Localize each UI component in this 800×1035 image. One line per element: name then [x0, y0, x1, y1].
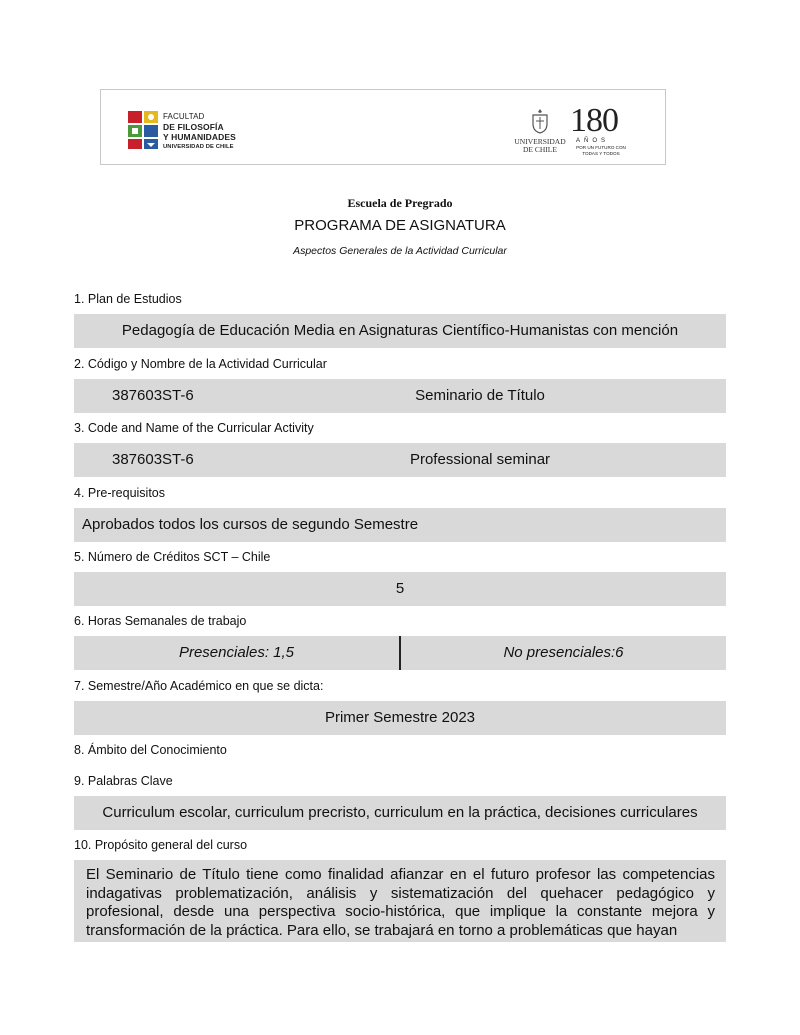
horas-box [74, 636, 726, 670]
faculty-line-2: DE FILOSOFÍA [163, 122, 224, 132]
palabras-label: 9. Palabras Clave [74, 774, 173, 788]
prereq-value: Aprobados todos los cursos de segundo Semestre [82, 516, 419, 533]
faculty-line-3: Y HUMANIDADES [163, 132, 236, 142]
semestre-label: 7. Semestre/Año Académico en que se dicta: [74, 679, 324, 693]
code-en-code: 387603ST-6 [112, 451, 194, 468]
plan-box [74, 314, 726, 348]
university-crest-icon [530, 108, 550, 134]
creditos-box [74, 572, 726, 606]
codigo-code: 387603ST-6 [112, 387, 194, 404]
semestre-value: Primer Semestre 2023 [324, 709, 476, 726]
proposito-value: El Seminario de Título tiene como finalidad afianzar en el futuro profesor las competencias indagativas problematización, análisis y sistematización del quehacer pedagógico y profesional, desde una perspectiva socio-histórica, que implique la constante mejora y transformación de la práctica. Para ello, se trabajará en torno a problemáticas que hayan [74, 860, 726, 942]
faculty-name [163, 112, 236, 152]
horas-no-presenciales: No presenciales:6 [503, 644, 624, 661]
semestre-box [74, 701, 726, 735]
code-en-box [74, 443, 726, 477]
horas-label: 6. Horas Semanales de trabajo [74, 614, 247, 628]
ambito-label: 8. Ámbito del Conocimiento [74, 743, 227, 757]
horas-presenciales: Presenciales: 1,5 [178, 644, 295, 661]
school-title: Escuela de Pregrado [347, 196, 453, 210]
faculty-line-4: UNIVERSIDAD DE CHILE [163, 144, 234, 150]
plan-label: 1. Plan de Estudios [74, 292, 182, 306]
plan-value: Pedagogía de Educación Media en Asignaturas Científico-Humanistas con mención [121, 322, 679, 339]
tagline-line-2: TODAS Y TODOS [582, 150, 620, 156]
codigo-label: 2. Código y Nombre de la Actividad Curricular [74, 357, 327, 371]
program-subtitle: Aspectos Generales de la Actividad Curricular [293, 245, 507, 257]
code-en-label: 3. Code and Name of the Curricular Activity [74, 421, 314, 435]
prereq-box [74, 508, 726, 542]
creditos-label: 5. Número de Créditos SCT – Chile [74, 550, 271, 564]
anniversary-number: 180 [570, 102, 618, 139]
codigo-name: Seminario de Título [415, 387, 545, 404]
faculty-logo [127, 110, 267, 152]
university-name-line-2: DE CHILE [523, 145, 557, 154]
program-title: PROGRAMA DE ASIGNATURA [294, 217, 506, 234]
faculty-shield-icon [127, 110, 159, 150]
anniversary-years-word: AÑOS [576, 138, 610, 144]
university-name-line-1: UNIVERSIDAD [514, 137, 566, 146]
tagline-line-1: POR UN FUTURO CON [576, 145, 626, 150]
palabras-value: Curriculum escolar, curriculum precristo, curriculum en la práctica, decisiones curriculares [102, 804, 698, 821]
code-en-name: Professional seminar [409, 451, 551, 468]
university-name [511, 138, 569, 154]
codigo-box [74, 379, 726, 413]
faculty-line-1: FACULTAD [163, 112, 205, 121]
header-banner [100, 89, 666, 165]
prereq-label: 4. Pre-requisitos [74, 486, 166, 500]
palabras-box [74, 796, 726, 830]
proposito-label: 10. Propósito general del curso [74, 838, 248, 852]
anniversary-tagline [569, 145, 633, 156]
university-logo [506, 104, 656, 158]
creditos-value: 5 [395, 580, 405, 597]
